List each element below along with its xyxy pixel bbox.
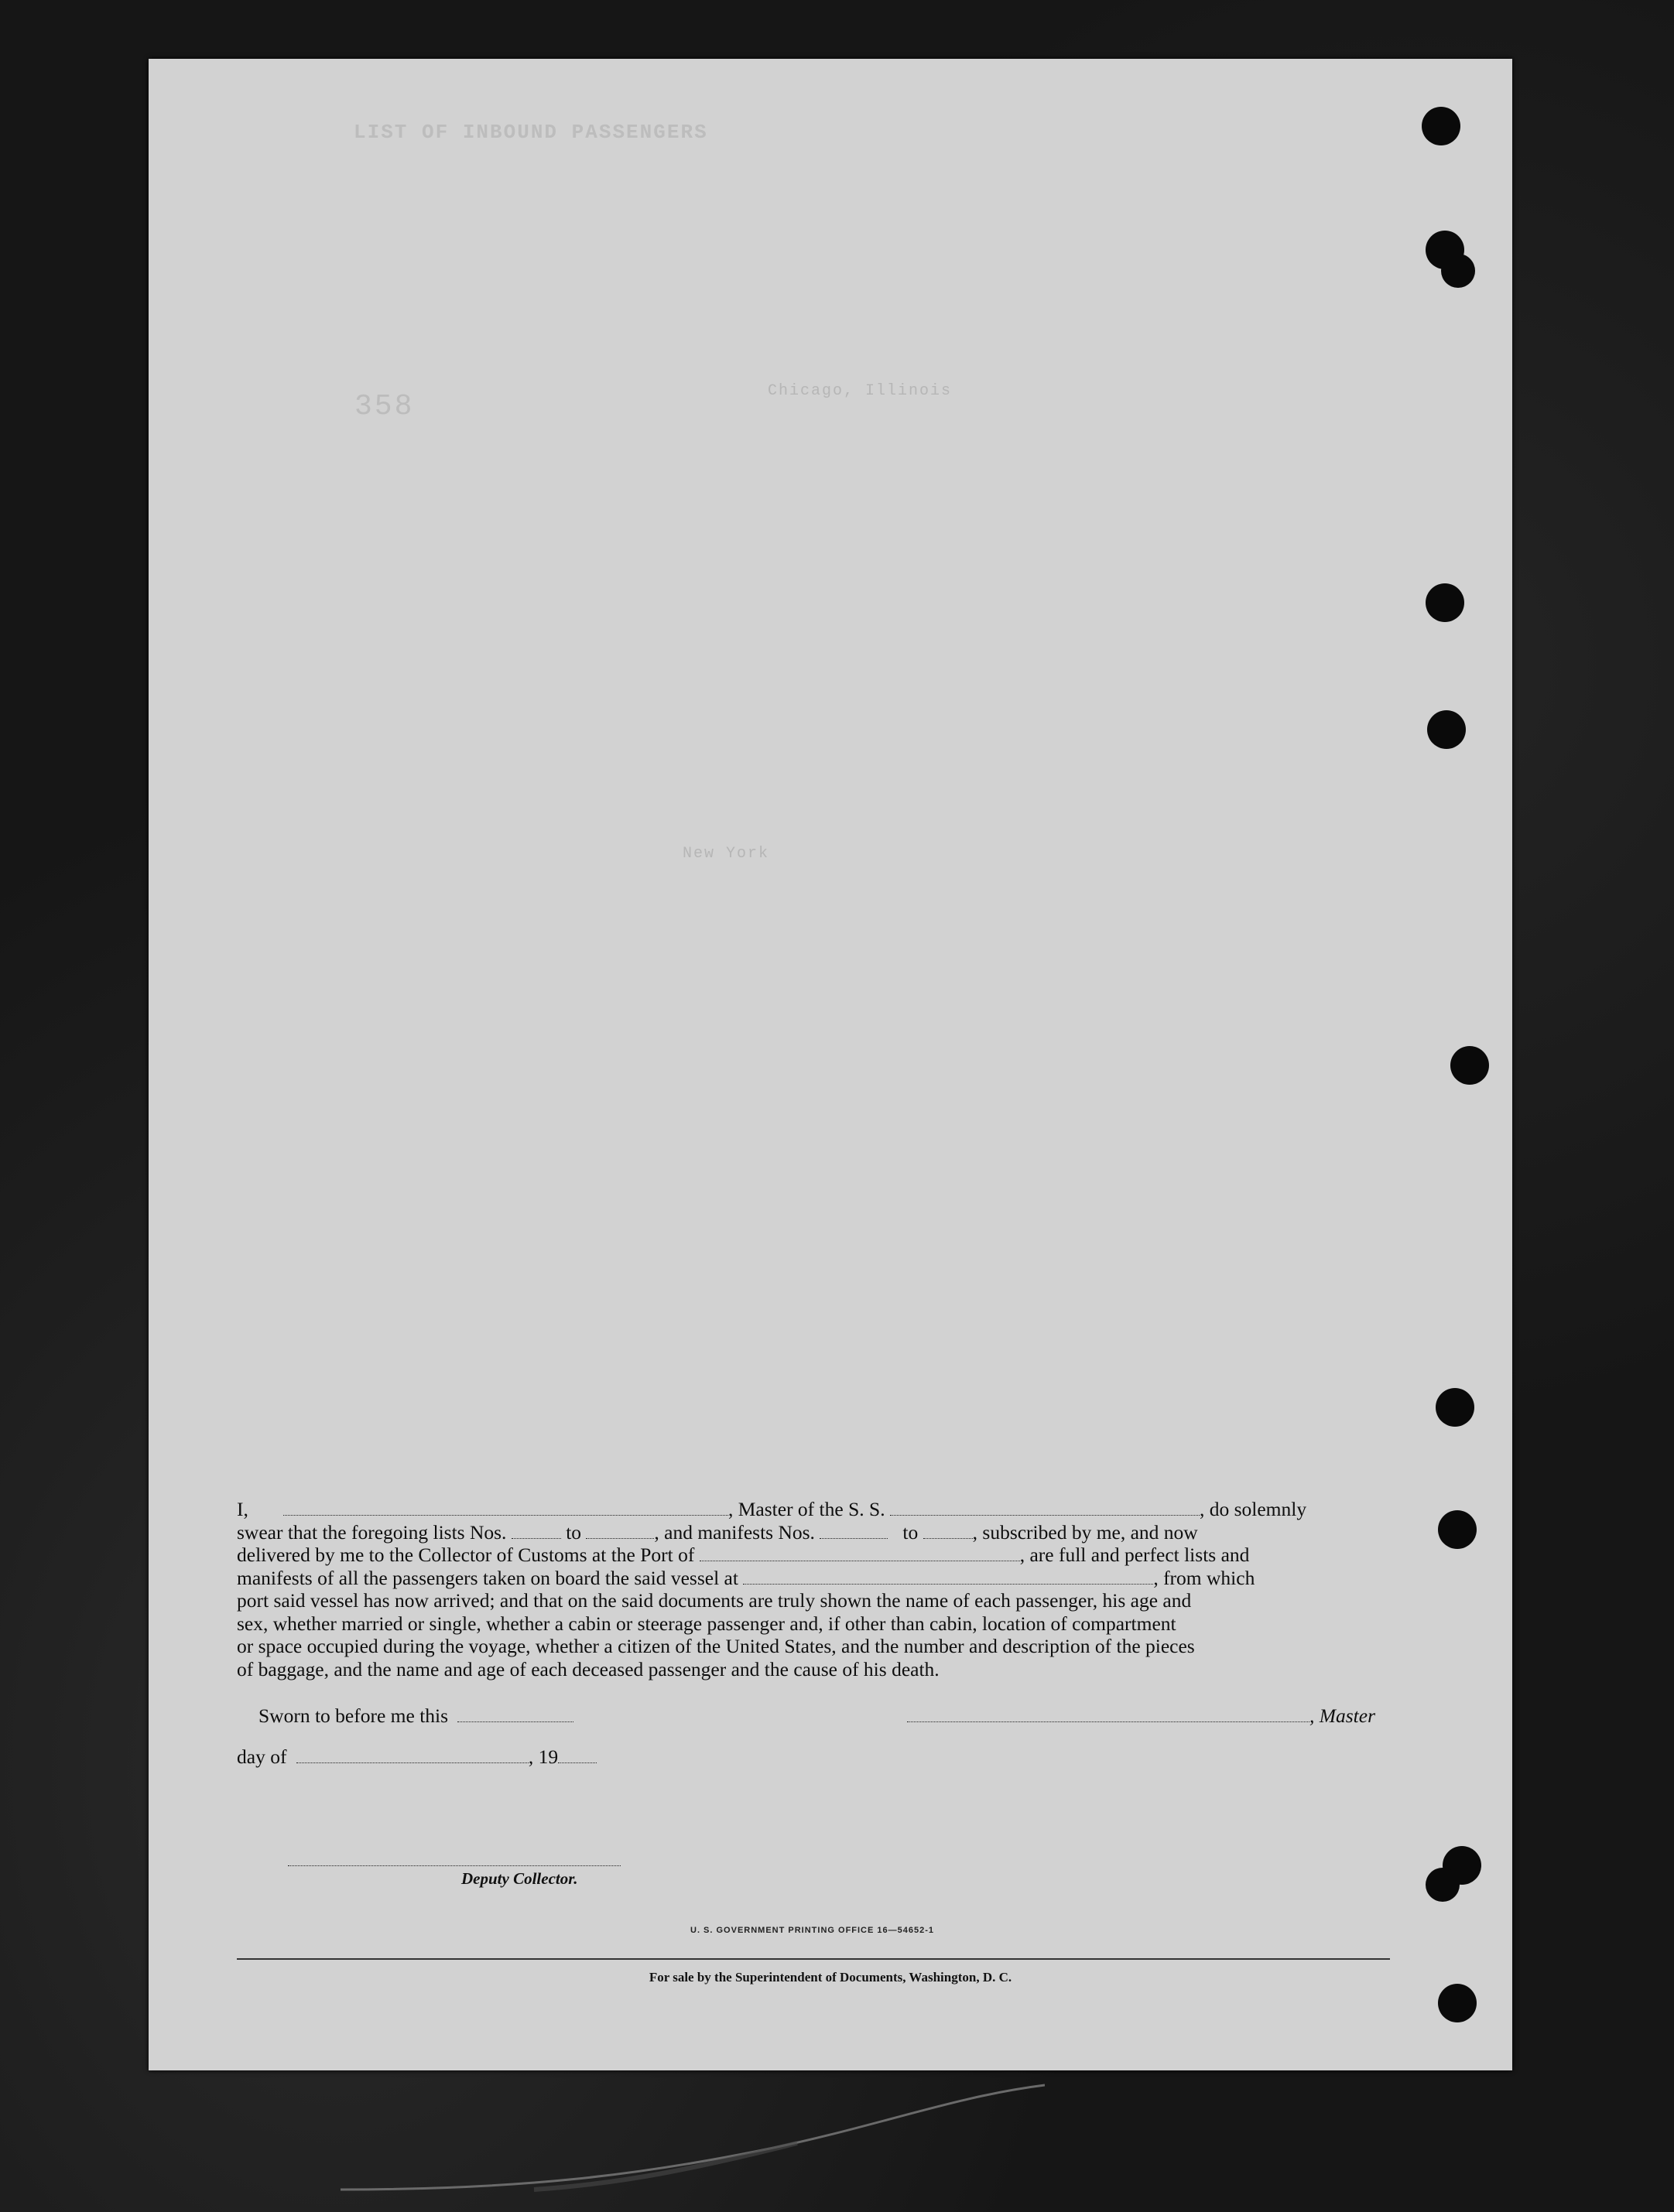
scan-crease-artifact bbox=[333, 2081, 1045, 2197]
master-oath-paragraph bbox=[237, 1498, 1390, 1680]
faint-typed-text: New York bbox=[683, 845, 770, 863]
punch-hole-icon bbox=[1426, 1868, 1460, 1902]
oath-text: , and manifests Nos. bbox=[654, 1520, 815, 1544]
oath-line-5: port said vessel has now arrived; and that on the said documents are truly shown the name of each passenger, his age and bbox=[237, 1589, 1192, 1612]
printing-office-imprint: U. S. GOVERNMENT PRINTING OFFICE 16—54652-1 bbox=[690, 1926, 935, 1935]
master-label: , Master bbox=[1309, 1704, 1375, 1727]
punch-hole-icon bbox=[1427, 710, 1466, 749]
master-name-field[interactable] bbox=[283, 1498, 728, 1516]
punch-hole-icon bbox=[1441, 254, 1475, 288]
oath-line-2 bbox=[237, 1521, 1390, 1544]
oath-line-8: of baggage, and the name and age of each deceased passenger and the cause of his death. bbox=[237, 1657, 940, 1680]
oath-text: to bbox=[902, 1520, 919, 1544]
punch-hole-icon bbox=[1422, 107, 1460, 145]
punch-hole-icon bbox=[1436, 1388, 1474, 1427]
manifests-to-field[interactable] bbox=[923, 1521, 973, 1539]
faint-header-text: LIST OF INBOUND PASSENGERS bbox=[354, 121, 708, 144]
oath-text: I, bbox=[237, 1498, 248, 1520]
day-of-label: day of bbox=[237, 1745, 287, 1768]
for-sale-notice: For sale by the Superintendent of Documents, Washington, D. C. bbox=[649, 1970, 1012, 1985]
lists-to-field[interactable] bbox=[586, 1521, 654, 1539]
sworn-day-field[interactable] bbox=[457, 1704, 573, 1722]
oath-text: manifests of all the passengers taken on board the said vessel at bbox=[237, 1566, 738, 1589]
deputy-signature-field[interactable] bbox=[288, 1865, 621, 1866]
oath-line-1 bbox=[237, 1498, 1390, 1521]
oath-text: delivered by me to the Collector of Customs at the Port of bbox=[237, 1544, 695, 1566]
punch-hole-icon bbox=[1426, 583, 1464, 622]
oath-line-3 bbox=[237, 1544, 1390, 1567]
day-of-row bbox=[237, 1745, 597, 1769]
manifest-page bbox=[149, 59, 1512, 2070]
master-signature-row bbox=[907, 1704, 1375, 1728]
year-label: , 19 bbox=[528, 1745, 559, 1768]
manifests-from-field[interactable] bbox=[820, 1521, 888, 1539]
month-field[interactable] bbox=[296, 1745, 529, 1763]
port-of-departure-field[interactable] bbox=[743, 1567, 1153, 1585]
vessel-name-field[interactable] bbox=[890, 1498, 1200, 1516]
punch-hole-icon bbox=[1438, 1984, 1477, 2022]
oath-line-4 bbox=[237, 1567, 1390, 1590]
master-signature-field[interactable] bbox=[907, 1704, 1309, 1722]
faint-typed-text: Chicago, Illinois bbox=[768, 382, 953, 400]
oath-line-6: sex, whether married or single, whether a cabin or steerage passenger and, if other than cabin, location of compartment bbox=[237, 1612, 1176, 1635]
sworn-label: Sworn to before me this bbox=[258, 1704, 449, 1727]
year-field[interactable] bbox=[558, 1745, 597, 1763]
oath-text: to bbox=[566, 1520, 582, 1544]
oath-text: , from which bbox=[1153, 1566, 1255, 1589]
lists-from-field[interactable] bbox=[512, 1521, 561, 1539]
sworn-row bbox=[258, 1704, 573, 1728]
oath-text: swear that the foregoing lists Nos. bbox=[237, 1520, 507, 1544]
oath-text: , subscribed by me, and now bbox=[972, 1520, 1198, 1544]
oath-text: , are full and perfect lists and bbox=[1019, 1544, 1250, 1566]
punch-hole-icon bbox=[1438, 1510, 1477, 1549]
oath-line-7: or space occupied during the voyage, whether a citizen of the United States, and the number and description of the pieces bbox=[237, 1635, 1195, 1657]
footer-divider bbox=[237, 1958, 1390, 1960]
oath-text: , do solemnly bbox=[1199, 1498, 1307, 1520]
deputy-collector-label: Deputy Collector. bbox=[461, 1869, 578, 1888]
oath-text: , Master of the S. S. bbox=[728, 1498, 885, 1520]
port-of-arrival-field[interactable] bbox=[700, 1544, 1020, 1561]
faint-page-number: 358 bbox=[354, 390, 415, 423]
punch-hole-icon bbox=[1450, 1046, 1489, 1085]
